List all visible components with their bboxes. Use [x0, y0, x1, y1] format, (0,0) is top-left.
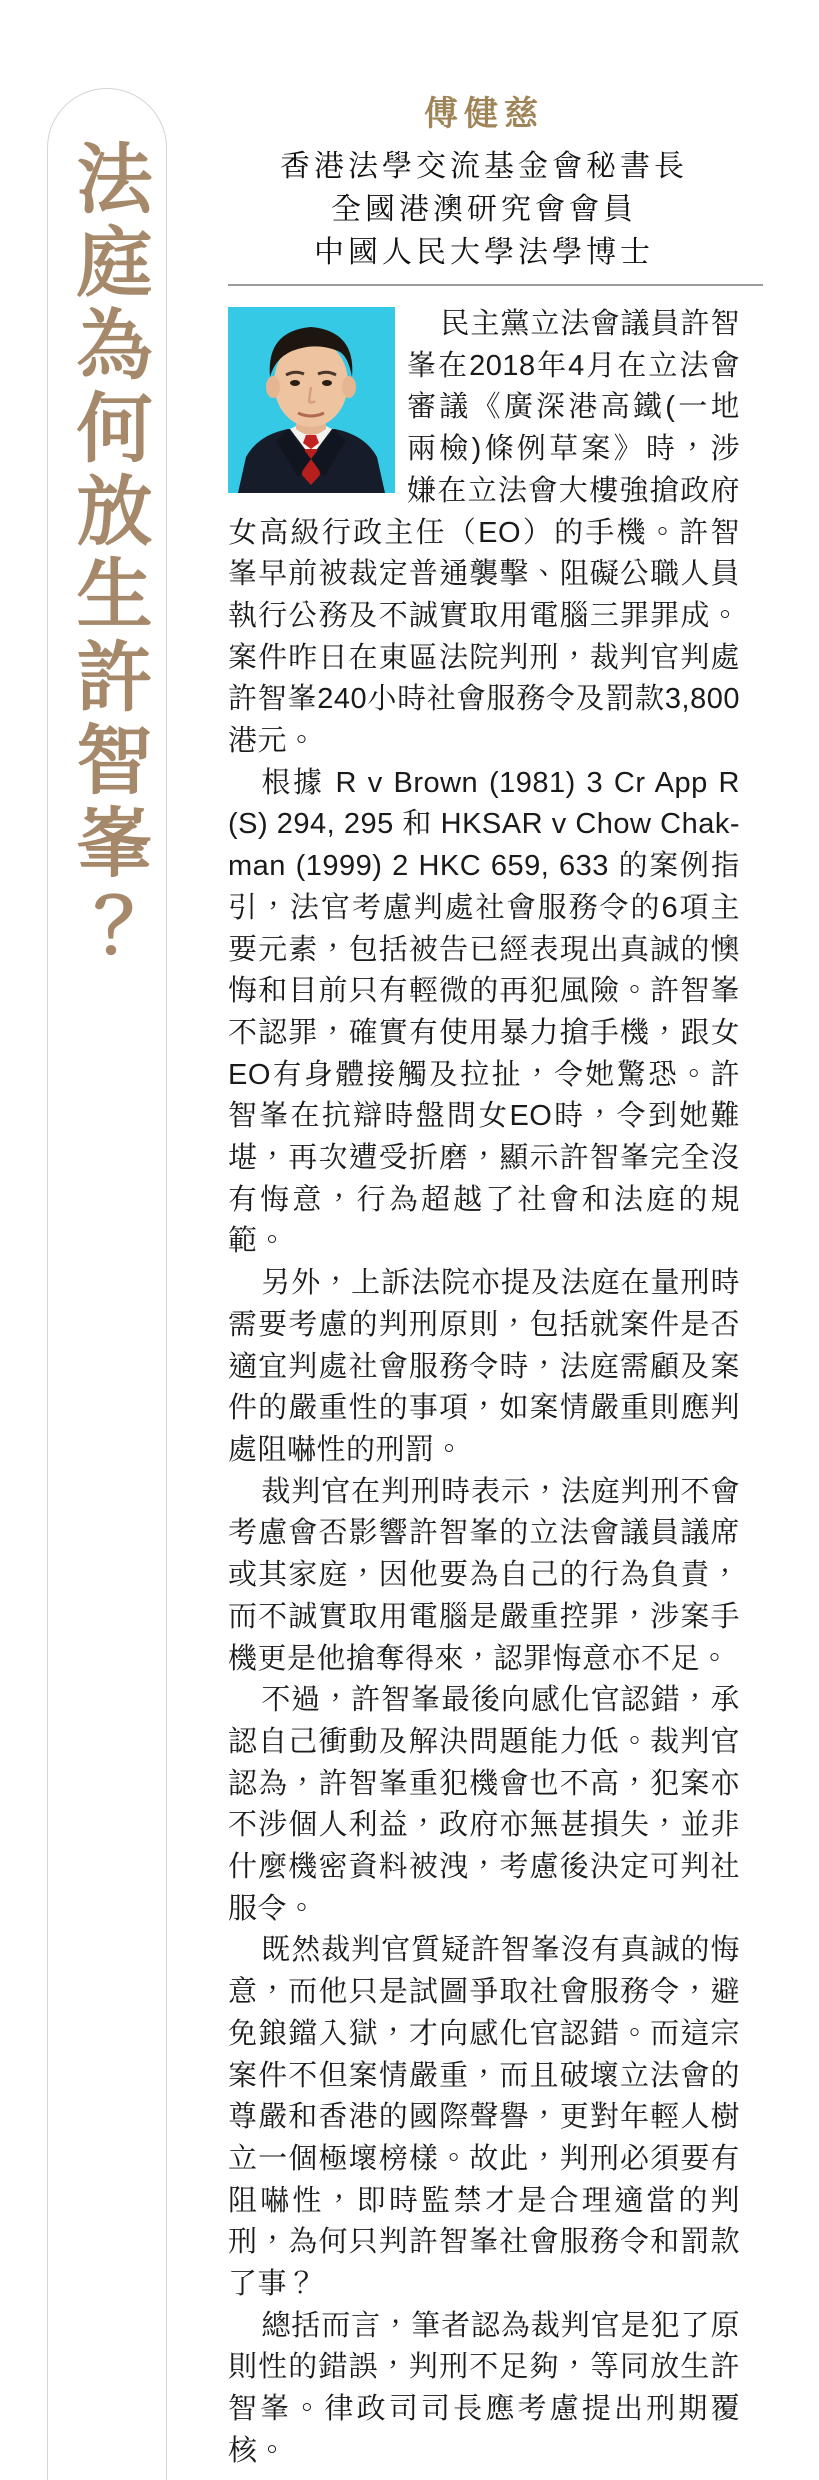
- author-credentials: [228, 145, 740, 274]
- byline-header: [228, 86, 740, 286]
- paragraph-5: 不過，許智峯最後向感化官認錯，承認自己衝動及解決問題能力低。裁判官認為，許智峯重犯機會也不高，犯案亦不涉個人利益，政府亦無甚損失，並非什麼機密資料被洩，考慮後決定可判社服令。: [228, 1684, 740, 1925]
- author-credential-1: 香港法學交流基金會秘書長: [280, 150, 688, 183]
- paragraph-4: 裁判官在判刑時表示，法庭判刑不會考慮會否影響許智峯的立法會議員議席或其家庭，因他要為自己的行為負責，而不誠實取用電腦是嚴重控罪，涉案手機更是他搶奪得來，認罪悔意亦不足。: [228, 1475, 740, 1675]
- author-credential-2: 全國港澳研究會會員: [331, 193, 637, 226]
- headline-capsule: [47, 88, 167, 2480]
- author-name: 傅健慈: [424, 95, 544, 133]
- header-divider-rule: [228, 284, 763, 286]
- paragraph-1: 民主黨立法會議員許智峯在2018年4月在立法會審議《廣深港高鐵(一地兩檢)條例草案》時，涉嫌在立法會大樓強搶政府女高級行政主任（EO）的手機。許智峯早前被裁定普通襲擊、阻礙公職人員執行公務及不誠實取用電腦三罪罪成。案件昨日在東區法院判刑，裁判官判處許智峯240小時社會服務令及罰款3,800港元。: [228, 308, 740, 758]
- paragraph-2: 根據 R v Brown (1981) 3 Cr App R (S) 294, 295 和 HKSAR v Chow Chak-man (1999) 2 HKC 659, 633 的案例指引，法官考慮判處社會服務令的6項主要元素，包括被告已經表現出真誠的懊悔和目前只有輕微的再犯風險。許智峯不認罪，確實有使用暴力搶手機，跟女EO有身體接觸及拉扯，令她驚恐。許智峯在抗辯時盤問女EO時，令到她難堪，再次遭受折磨，顯示許智峯完全沒有悔意，行為超越了社會和法庭的規範。: [228, 766, 740, 1258]
- author-credential-3: 中國人民大學法學博士: [314, 236, 654, 269]
- paragraph-3: 另外，上訴法院亦提及法庭在量刑時需要考慮的判刑原則，包括就案件是否適宜判處社會服務令時，法庭需顧及案件的嚴重性的事項，如案情嚴重則應判處阻嚇性的刑罰。: [228, 1267, 740, 1466]
- author-photo: [228, 307, 395, 493]
- article-headline: 法庭為何放生許智峯？: [65, 139, 150, 969]
- article-content-column: [228, 0, 740, 2473]
- author-photo-graphic: [228, 307, 395, 493]
- article-body: [228, 304, 740, 2473]
- paragraph-7: 總括而言，筆者認為裁判官是犯了原則性的錯誤，判刑不足夠，等同放生許智峯。律政司司長應考慮提出刑期覆核。: [228, 2309, 740, 2467]
- paragraph-6: 既然裁判官質疑許智峯沒有真誠的悔意，而他只是試圖爭取社會服務令，避免鋃鐺入獄，才向感化官認錯。而這宗案件不但案情嚴重，而且破壞立法會的尊嚴和香港的國際聲譽，更對年輕人樹立一個極壞榜樣。故此，判刑必須要有阻嚇性，即時監禁才是合理適當的判刑，為何只判許智峯社會服務令和罰款了事？: [228, 1934, 740, 2301]
